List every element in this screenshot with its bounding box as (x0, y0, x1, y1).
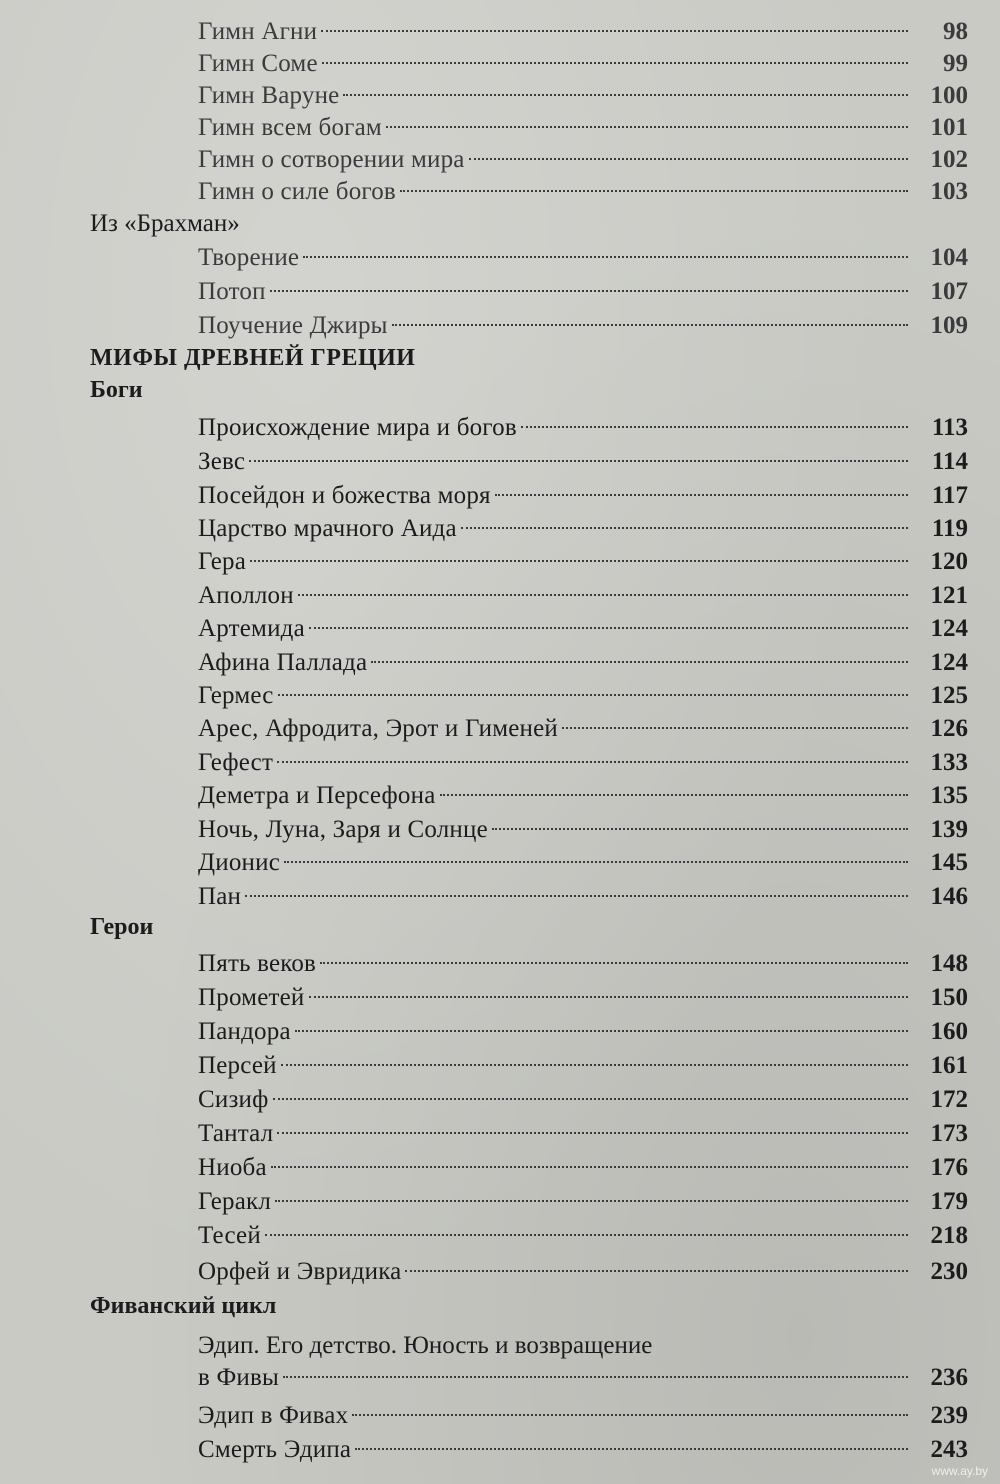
dot-leader (250, 560, 908, 562)
watermark: www.ay.by (931, 1464, 988, 1478)
entry-page: 160 (930, 1018, 968, 1045)
entry-page: 113 (931, 414, 968, 441)
entry-title: Гимн Варуне (198, 82, 340, 109)
toc-entry (198, 480, 968, 512)
entry-title: в Фивы (198, 1364, 279, 1391)
entry-page: 124 (930, 649, 968, 676)
entry-title: Поучение Джиры (198, 312, 388, 339)
entry-page: 124 (930, 615, 968, 642)
entry-page: 176 (930, 1154, 968, 1181)
entry-page: 114 (931, 448, 968, 475)
dot-leader (284, 861, 908, 863)
toc-entry (198, 48, 968, 80)
entry-page: 121 (930, 582, 968, 609)
entry-page: 179 (930, 1188, 968, 1215)
dot-leader (270, 290, 908, 292)
toc-entry (198, 112, 968, 144)
entry-page: 150 (930, 984, 968, 1011)
toc-entry (198, 80, 968, 112)
dot-leader (295, 1030, 908, 1032)
entry-title: Происхождение мира и богов (198, 414, 517, 441)
entry-page: 98 (943, 18, 968, 45)
toc-entry (198, 446, 968, 478)
entry-title: Гимн Соме (198, 50, 318, 77)
dot-leader (562, 727, 908, 729)
entry-page: 101 (930, 114, 968, 141)
toc-entry (198, 1152, 968, 1184)
toc-entry (198, 680, 968, 712)
entry-page: 161 (930, 1052, 968, 1079)
toc-entry (198, 546, 968, 578)
toc-entry (198, 242, 968, 274)
entry-page: 120 (930, 548, 968, 575)
entry-page: 239 (930, 1402, 968, 1429)
entry-title: Гимн Агни (198, 18, 318, 45)
toc-entry (198, 1362, 968, 1394)
entry-title: Творение (198, 244, 300, 271)
toc-entry (198, 1256, 968, 1288)
dot-leader (249, 460, 908, 462)
entry-title: Персей (198, 1052, 277, 1079)
dot-leader (322, 62, 908, 64)
toc-entry (198, 1084, 968, 1116)
toc-entry (198, 982, 968, 1014)
toc-entry (198, 1118, 968, 1150)
entry-title: Гермес (198, 682, 274, 709)
dot-leader (405, 1270, 908, 1272)
dot-leader (309, 627, 908, 629)
toc-entry (198, 412, 968, 444)
dot-leader (343, 94, 908, 96)
toc-entry (198, 747, 968, 779)
toc-entry (198, 613, 968, 645)
entry-page: 230 (930, 1258, 968, 1285)
entry-page: 103 (930, 178, 968, 205)
entry-page: 125 (930, 682, 968, 709)
entry-page: 172 (930, 1086, 968, 1113)
entry-page: 99 (943, 50, 968, 77)
toc-entry (198, 948, 968, 980)
dot-leader (495, 494, 908, 496)
entry-title: Аполлон (198, 582, 294, 609)
entry-page: 126 (930, 715, 968, 742)
entry-title: Смерть Эдипа (198, 1436, 352, 1463)
entry-page: 117 (931, 482, 968, 509)
entry-title: Ниоба (198, 1154, 267, 1181)
entry-title: Орфей и Эвридика (198, 1258, 402, 1285)
entry-page: 104 (930, 244, 968, 271)
toc-entry (198, 1050, 968, 1082)
entry-title: Гера (198, 548, 247, 575)
entry-title: Гефест (198, 749, 274, 776)
brahman-heading: Из «Брахман» (90, 210, 240, 237)
entry-page: 100 (930, 82, 968, 109)
entry-title: Царство мрачного Аида (198, 515, 457, 542)
entry-title: Артемида (198, 615, 305, 642)
toc-entry (198, 814, 968, 846)
entry-title: Потоп (198, 278, 266, 305)
entry-page: 148 (930, 950, 968, 977)
dot-leader (392, 324, 908, 326)
toc-entry (198, 1016, 968, 1048)
toc-entry (198, 647, 968, 679)
dot-leader (321, 30, 908, 32)
entry-page: 218 (930, 1222, 968, 1249)
dot-leader (277, 1132, 908, 1134)
dot-leader (386, 126, 908, 128)
entry-title: Геракл (198, 1188, 272, 1215)
dot-leader (298, 594, 908, 596)
dot-leader (352, 1414, 908, 1416)
toc-entry (198, 881, 968, 913)
dot-leader (265, 1234, 908, 1236)
toc-entry (198, 276, 968, 308)
toc-entry (198, 1186, 968, 1218)
dot-leader (469, 158, 908, 160)
entry-page: 102 (930, 146, 968, 173)
dot-leader (492, 828, 908, 830)
dot-leader (283, 1376, 908, 1378)
toc-entry (198, 310, 968, 342)
entry-title: Зевс (198, 448, 246, 475)
dot-leader (400, 190, 908, 192)
subsection-heading-gods: Боги (90, 377, 143, 403)
dot-leader (355, 1448, 908, 1450)
entry-title: Пять веков (198, 950, 317, 977)
entry-title: Эдип в Фивах (198, 1402, 349, 1429)
toc-entry (198, 713, 968, 745)
entry-page: 236 (930, 1364, 968, 1391)
entry-page: 243 (930, 1436, 968, 1463)
dot-leader (521, 426, 908, 428)
entry-title-line1: Эдип. Его детство. Юность и возвращение (198, 1332, 653, 1359)
dot-leader (281, 1064, 908, 1066)
entry-title: Пандора (198, 1018, 291, 1045)
entry-title: Тесей (198, 1222, 261, 1249)
dot-leader (461, 527, 908, 529)
entry-title: Ночь, Луна, Заря и Солнце (198, 816, 488, 843)
entry-page: 146 (930, 883, 968, 910)
entry-title: Гимн о сотворении мира (198, 146, 465, 173)
section-heading: МИФЫ ДРЕВНЕЙ ГРЕЦИИ (90, 345, 416, 371)
entry-page: 135 (930, 782, 968, 809)
dot-leader (278, 694, 908, 696)
entry-page: 109 (930, 312, 968, 339)
toc-entry (198, 176, 968, 208)
dot-leader (309, 996, 909, 998)
dot-leader (271, 1166, 908, 1168)
entry-page: 133 (930, 749, 968, 776)
entry-title: Гимн о силе богов (198, 178, 396, 205)
toc-entry (198, 580, 968, 612)
toc-entry (198, 1434, 968, 1466)
toc-entry (198, 1220, 968, 1252)
entry-title: Тантал (198, 1120, 274, 1147)
toc-entry (198, 847, 968, 879)
toc-entry (198, 144, 968, 176)
dot-leader (245, 895, 908, 897)
entry-page: 107 (930, 278, 968, 305)
toc-entry (198, 780, 968, 812)
dot-leader (277, 761, 908, 763)
subsection-heading-heroes: Герои (90, 914, 154, 940)
dot-leader (320, 962, 908, 964)
dot-leader (275, 1200, 908, 1202)
subsection-heading-theban: Фиванский цикл (90, 1293, 277, 1319)
entry-title: Дионис (198, 849, 280, 876)
dot-leader (371, 661, 908, 663)
entry-title: Пан (198, 883, 242, 910)
dot-leader (273, 1098, 908, 1100)
entry-title: Гимн всем богам (198, 114, 382, 141)
entry-title: Прометей (198, 984, 305, 1011)
entry-title: Арес, Афродита, Эрот и Гименей (198, 715, 559, 742)
dot-leader (303, 256, 908, 258)
entry-page: 119 (931, 515, 968, 542)
entry-page: 139 (930, 816, 968, 843)
toc-entry (198, 1400, 968, 1432)
entry-title: Деметра и Персефона (198, 782, 436, 809)
entry-page: 145 (930, 849, 968, 876)
entry-title: Афина Паллада (198, 649, 368, 676)
toc-entry (198, 16, 968, 48)
toc-entry (198, 513, 968, 545)
entry-title: Посейдон и божества моря (198, 482, 491, 509)
entry-page: 173 (930, 1120, 968, 1147)
entry-title: Сизиф (198, 1086, 269, 1113)
dot-leader (440, 794, 908, 796)
